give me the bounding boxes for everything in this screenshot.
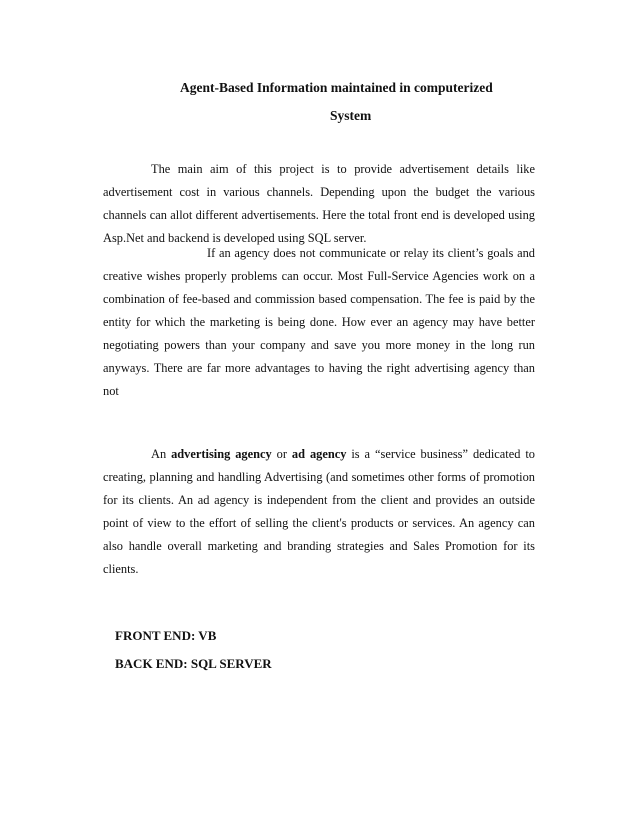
bold-term-advertising-agency: advertising agency — [171, 447, 272, 461]
paragraph-advertising-agency-definition — [103, 443, 535, 581]
page-title-line-2: System — [330, 108, 372, 123]
paragraph-agency-communication: If an agency does not communicate or relay its client’s goals and creative wishes properly problems can occur. Most Full-Service Agencies work on a combination of fee-based and commission based compensation. The fee is paid by the entity for which the marketing is being done. How ever an agency may have better negotiating powers than your company and save you more money in the long run anyways. There are far more advantages to having the right advertising agency than not — [103, 246, 535, 398]
back-end-label: BACK END: SQL SERVER — [115, 656, 272, 671]
para3-text-post: is a “service business” dedicated to creating, planning and handling Advertising (and sometimes other forms of promotion for its clients. An ad agency is independent from the client and provides an outside point of view to the effort of selling the client's products or services. An agency can also handle overall marketing and branding strategies and Sales Promotion for its clients. — [103, 447, 535, 576]
page-title-line-1: Agent-Based Information maintained in computerized — [180, 80, 493, 95]
para3-text-mid: or — [271, 447, 292, 461]
paragraph-project-aim: The main aim of this project is to provide advertisement details like advertisement cost in various channels. Depending upon the budget the various channels can allot different advertisements. Here the total front end is developed using Asp.Net and backend is developed using SQL server. — [103, 162, 535, 245]
front-end-label: FRONT END: VB — [115, 628, 217, 643]
para3-text-pre: An — [151, 447, 172, 461]
bold-term-ad-agency: ad agency — [291, 447, 347, 461]
